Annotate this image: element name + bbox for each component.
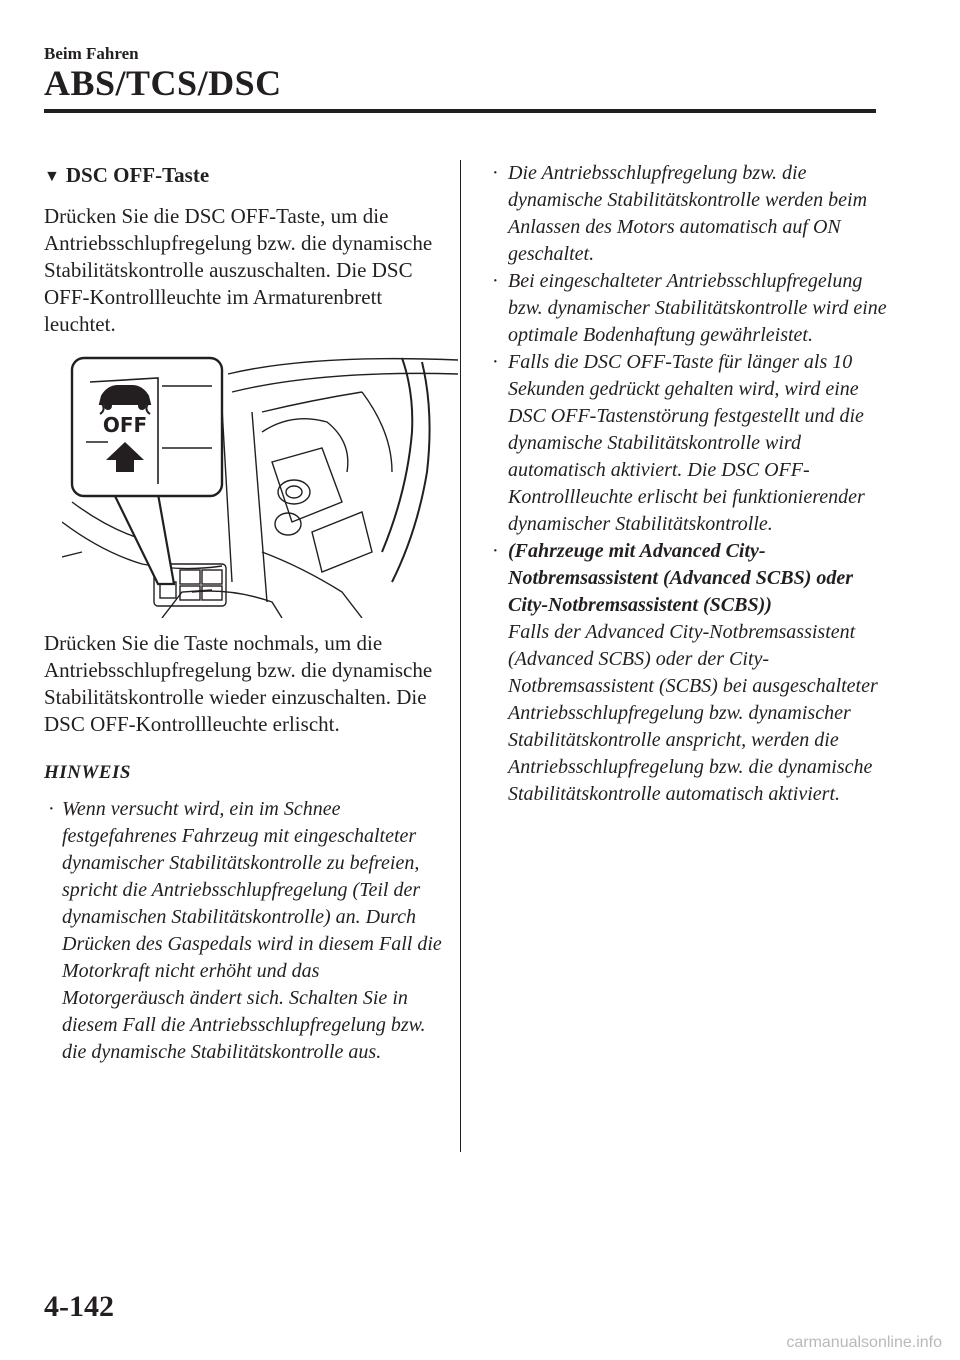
list-item-text: Die Antriebsschlupfregelung bzw. die dynamische Stabilitätskontrolle werden beim Anlassen des Motors automatisch auf ON geschaltet. bbox=[508, 162, 868, 265]
middle-dot-icon: · bbox=[492, 351, 499, 373]
scbs-condition-text: (Fahrzeuge mit Advanced City-Notbremsassistent (Advanced SCBS) oder City-Notbremsassistent (SCBS)) bbox=[508, 540, 854, 616]
note-item-text: Wenn versucht wird, ein im Schnee festgefahrenes Fahrzeug mit eingeschalteter dynamischer Stabilitätskontrolle zu befreien, spricht die Antriebsschlupfregelung (Teil der dynamischen Stabilitätskontrolle) an. Durch Drücken des Gaspedals wird in diesem Fall die Motorkraft nicht erhöht und das Motorgeräusch ändert sich. Schalten Sie in diesem Fall die Antriebsschlupfregelung bzw. die dynamische Stabilitätskontrolle aus. bbox=[62, 798, 442, 1063]
list-item-text: Falls die DSC OFF-Taste für länger als 10 Sekunden gedrückt gehalten wird, wird eine DSC OFF-Tastenstörung festgestellt und die dynamische Stabilitätskontrolle wird automatisch aktiviert. Die DSC OFF-Kontrollleuchte erlischt bei funktionierender dynamischer Stabilitätskontrolle. bbox=[508, 351, 865, 535]
note-list bbox=[44, 796, 444, 1066]
header-rule bbox=[44, 109, 876, 113]
dsc-off-button-illustration bbox=[62, 352, 458, 618]
chapter-label: Beim Fahren bbox=[44, 44, 139, 63]
middle-dot-icon: · bbox=[492, 540, 499, 562]
list-item bbox=[488, 160, 888, 268]
watermark: carmanualsonline.info bbox=[786, 1334, 942, 1351]
list-item bbox=[488, 349, 888, 538]
subhead-text: DSC OFF-Taste bbox=[65, 163, 210, 187]
list-item bbox=[488, 268, 888, 349]
page-number: 4-142 bbox=[44, 1290, 114, 1323]
paragraph-2: Drücken Sie die Taste nochmals, um die Antriebsschlupfregelung bzw. die dynamische Stabilitätskontrolle wieder einzuschalten. Die DSC OFF-Kontrollleuchte erlischt. bbox=[44, 631, 433, 736]
down-triangle-icon: ▼ bbox=[44, 168, 60, 185]
left-column bbox=[44, 160, 444, 1066]
off-label: OFF bbox=[102, 413, 148, 437]
note-heading: HINWEIS bbox=[44, 762, 131, 783]
scbs-description-text: Falls der Advanced City-Notbremsassistent (Advanced SCBS) oder der City-Notbremsassistent (SCBS) bei ausgeschalteter Antriebsschlupfregelung bzw. dynamischer Stabilitätskontrolle anspricht, werden die Antriebsschlupfregelung bzw. die dynamische Stabilitätskontrolle automatisch aktiviert. bbox=[508, 621, 878, 805]
list-item bbox=[44, 796, 444, 1066]
section-title: ABS/TCS/DSC bbox=[44, 63, 282, 103]
middle-dot-icon: · bbox=[492, 270, 499, 292]
bullet-list bbox=[488, 160, 888, 808]
list-item-scbs bbox=[488, 538, 888, 808]
subhead-dsc-off bbox=[44, 160, 444, 193]
column-divider bbox=[460, 160, 461, 1152]
paragraph-1: Drücken Sie die DSC OFF-Taste, um die Antriebsschlupfregelung bzw. die dynamische Stabilitätskontrolle auszuschalten. Die DSC OFF-Kontrollleuchte im Armaturenbrett leuchtet. bbox=[44, 204, 433, 336]
middle-dot-icon: · bbox=[492, 162, 499, 184]
right-column bbox=[488, 160, 888, 808]
list-item-text: Bei eingeschalteter Antriebsschlupfregelung bzw. dynamischer Stabilitätskontrolle wird eine optimale Bodenhaftung gewährleistet. bbox=[508, 270, 887, 346]
middle-dot-icon: · bbox=[48, 798, 55, 820]
